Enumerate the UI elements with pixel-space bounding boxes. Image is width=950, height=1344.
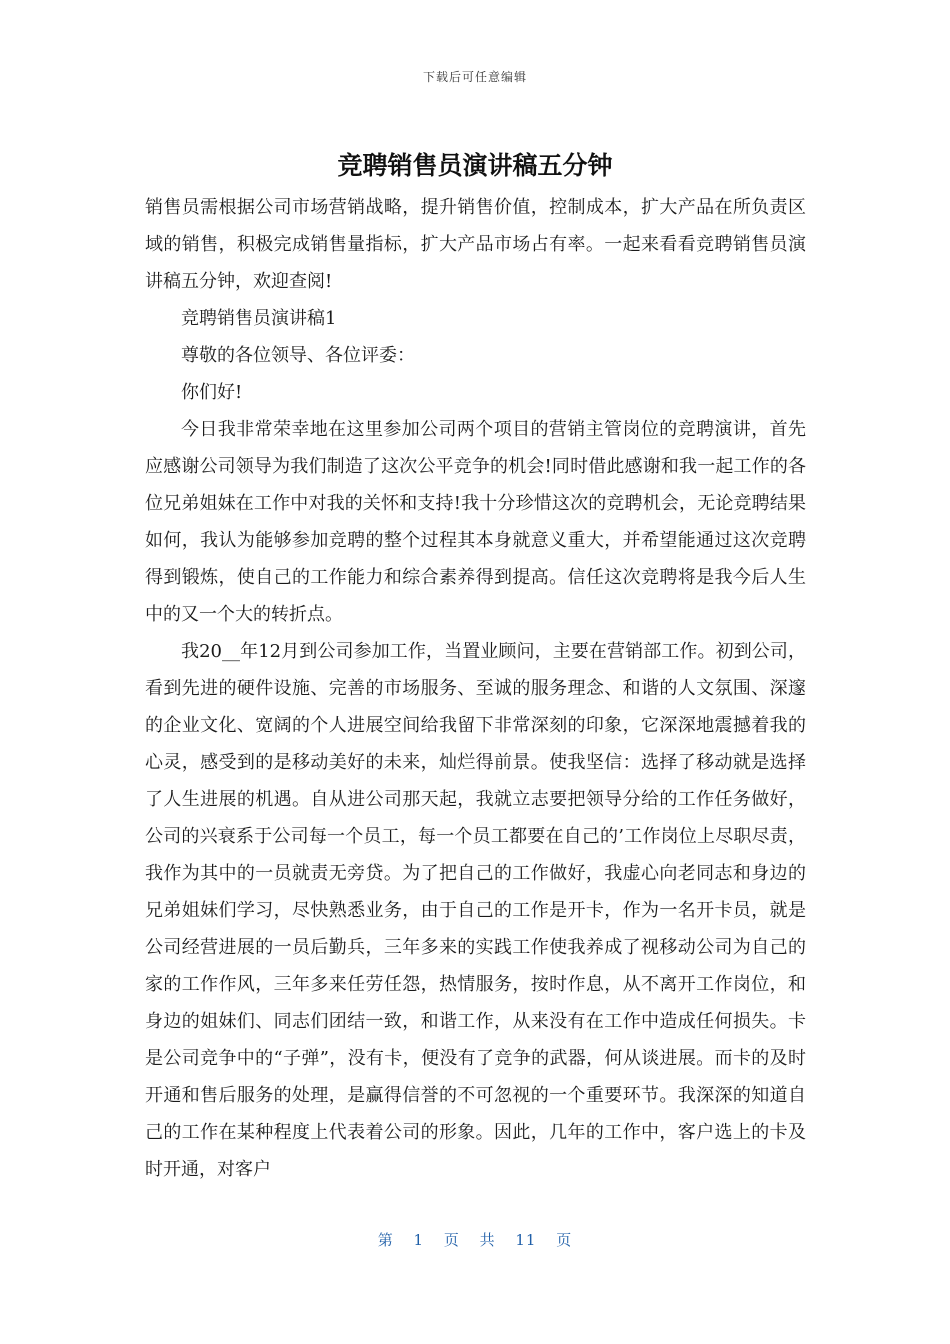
greeting: 你们好! [181,382,243,403]
salutation: 尊敬的各位领导、各位评委： [181,345,415,366]
section-heading: 竞聘销售员演讲稿1 [181,308,337,329]
page-number: 第 1 页 共 11 页 [377,1231,573,1249]
header-note: 下载后可任意编辑 [422,70,527,84]
body-paragraph: 今日我非常荣幸地在这里参加公司两个项目的营销主管岗位的竞聘演讲，首先应感谢公司领导为我们制造了这次公平竞争的机会!同时借此感谢和我一起工作的各位兄弟姐妹在工作中对我的关怀和支持!我十分珍惜这次的竞聘机会，无论竞聘结果如何，我认为能够参加竞聘的整个过程其本身就意义重大，并希望能通过这次竞聘得到锻炼，使自己的工作能力和综合素养得到提高。信任这次竞聘将是我今后人生中的又一个大的转折点。 [145,419,806,625]
document-title: 竞聘销售员演讲稿五分钟 [337,151,613,180]
body-paragraph: 我20__年12月到公司参加工作，当置业顾问，主要在营销部工作。初到公司，看到先进的硬件设施、完善的市场服务、至诚的服务理念、和谐的人文氛围、深邃的企业文化、宽阔的个人进展空间给我留下非常深刻的印象，它深深地震撼着我的心灵，感受到的是移动美好的未来，灿烂得前景。使我坚信：选择了移动就是选择了人生进展的机遇。自从进公司那天起，我就立志要把领导分给的工作任务做好，公司的兴衰系于公司每一个员工，每一个员工都要在自己的’工作岗位上尽职尽责，我作为其中的一员就责无旁贷。为了把自己的工作做好，我虚心向老同志和身边的兄弟姐妹们学习，尽快熟悉业务，由于自己的工作是开卡，作为一名开卡员，就是公司经营进展的一员后勤兵，三年多来的实践工作使我养成了视移动公司为自己的家的工作作风，三年多来任劳任怨，热情服务，按时作息，从不离开工作岗位，和身边的姐妹们、同志们团结一致，和谐工作，从来没有在工作中造成任何损失。卡是公司竞争中的“子弹”，没有卡，便没有了竞争的武器，何从谈进展。而卡的及时开通和售后服务的处理，是赢得信誉的不可忽视的一个重要环节。我深深的知道自己的工作在某种程度上代表着公司的形象。因此，几年的工作中，客户选上的卡及时开通，对客户 [145,641,806,1180]
intro-paragraph: 销售员需根据公司市场营销战略，提升销售价值，控制成本，扩大产品在所负责区域的销售，积极完成销售量指标，扩大产品市场占有率。一起来看看竞聘销售员演讲稿五分钟，欢迎查阅! [145,197,806,292]
document-body [145,189,806,1188]
